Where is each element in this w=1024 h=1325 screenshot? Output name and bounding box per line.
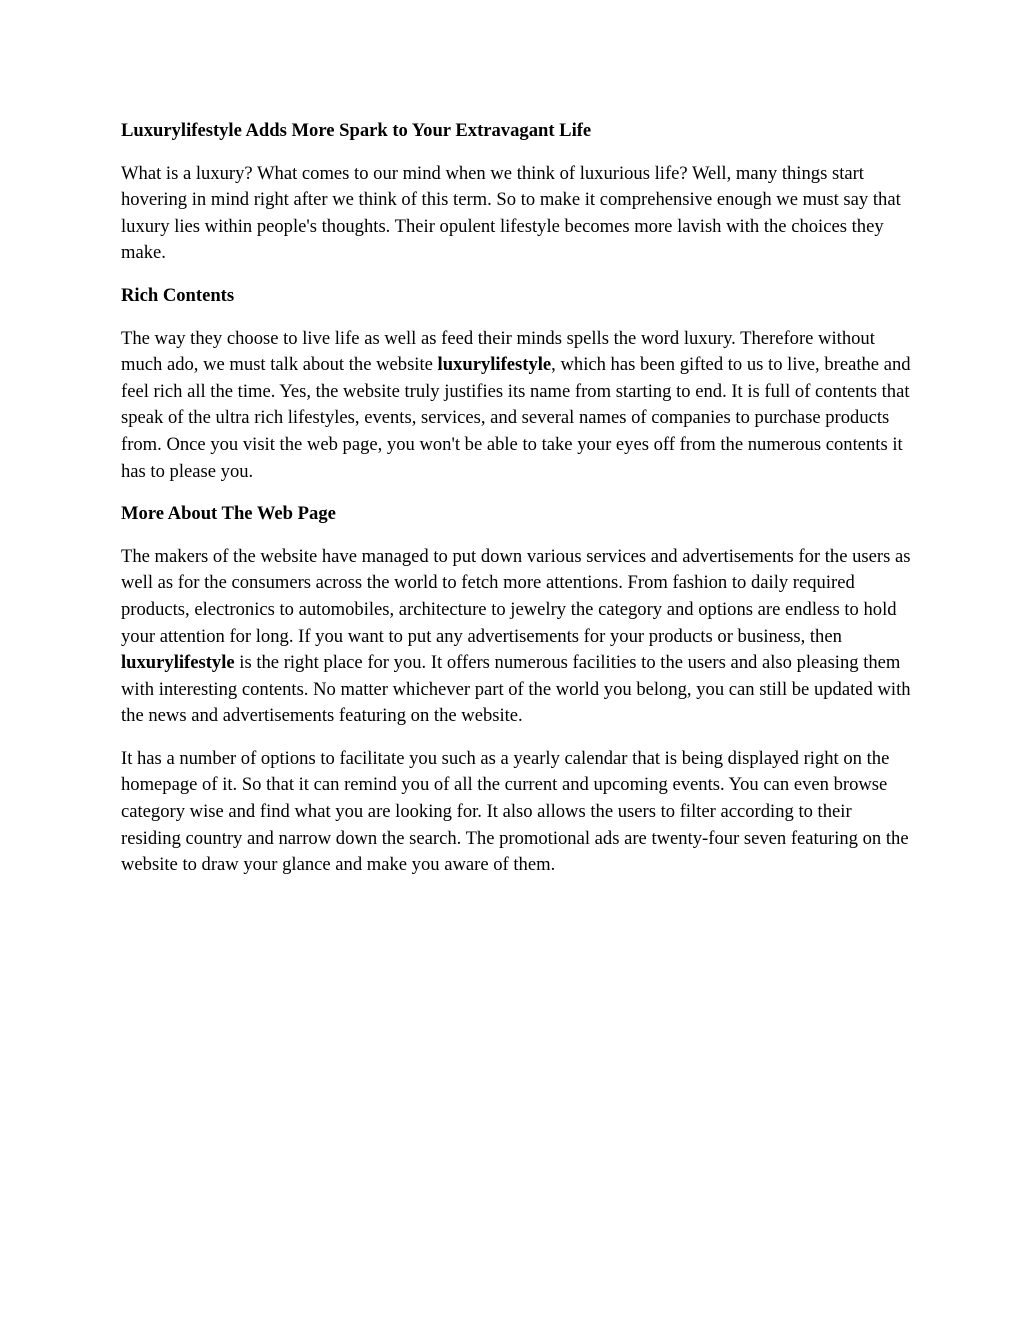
paragraph-text: is the right place for you. It offers numerous facilities to the users and also pleasing them with interesting contents. No matter whichever part of the world you belong, you can still be updated with the news and advertisements featuring on the website. — [121, 652, 911, 727]
paragraph-text: The makers of the website have managed to put down various services and advertisements for the users as well as for the consumers across the world to fetch more attentions. From fashion to daily required products, electronics to automobiles, architecture to jewelry the category and options are endless to hold your attention for long. If you want to put any advertisements for your products or business, then — [121, 545, 911, 647]
paragraph-text: , which has been gifted to us to live, breathe and feel rich all the time. Yes, the website truly justifies its name from starting to end. It is full of contents that speak of the ultra rich lifestyles, events, services, and several names of companies to purchase products from. Once you visit the web page, you won't be able to take your eyes off from the numerous contents it has to please you. — [121, 354, 911, 482]
document-title: Luxurylifestyle Adds More Spark to Your Extravagant Life — [121, 120, 592, 141]
intro-paragraph: What is a luxury? What comes to our mind when we think of luxurious life? Well, many things start hovering in mind right after we think of this term. So to make it comprehensive enough we must say that luxury lies within people's thoughts. Their opulent lifestyle becomes more lavish with the choices they make. — [121, 162, 901, 264]
rich-contents-paragraph — [121, 326, 911, 486]
more-about-paragraph-2: It has a number of options to facilitate you such as a yearly calendar that is being displayed right on the homepage of it. So that it can remind you of all the current and upcoming events. You can even browse category wise and find what you are looking for. It also allows the users to filter according to their residing country and narrow down the search. The promotional ads are twenty-four seven featuring on the website to draw your glance and make you aware of them. — [121, 747, 909, 876]
more-about-heading: More About The Web Page — [121, 503, 336, 525]
more-about-paragraph-1 — [121, 544, 911, 730]
rich-contents-heading: Rich Contents — [121, 284, 235, 306]
luxurylifestyle-bold-term: luxurylifestyle — [437, 354, 552, 376]
document-page — [121, 118, 911, 895]
paragraph-text: The way they choose to live life as well as feed their minds spells the word luxury. Therefore without much ado, we must talk about the website — [121, 327, 875, 376]
luxurylifestyle-bold-term: luxurylifestyle — [121, 652, 235, 674]
